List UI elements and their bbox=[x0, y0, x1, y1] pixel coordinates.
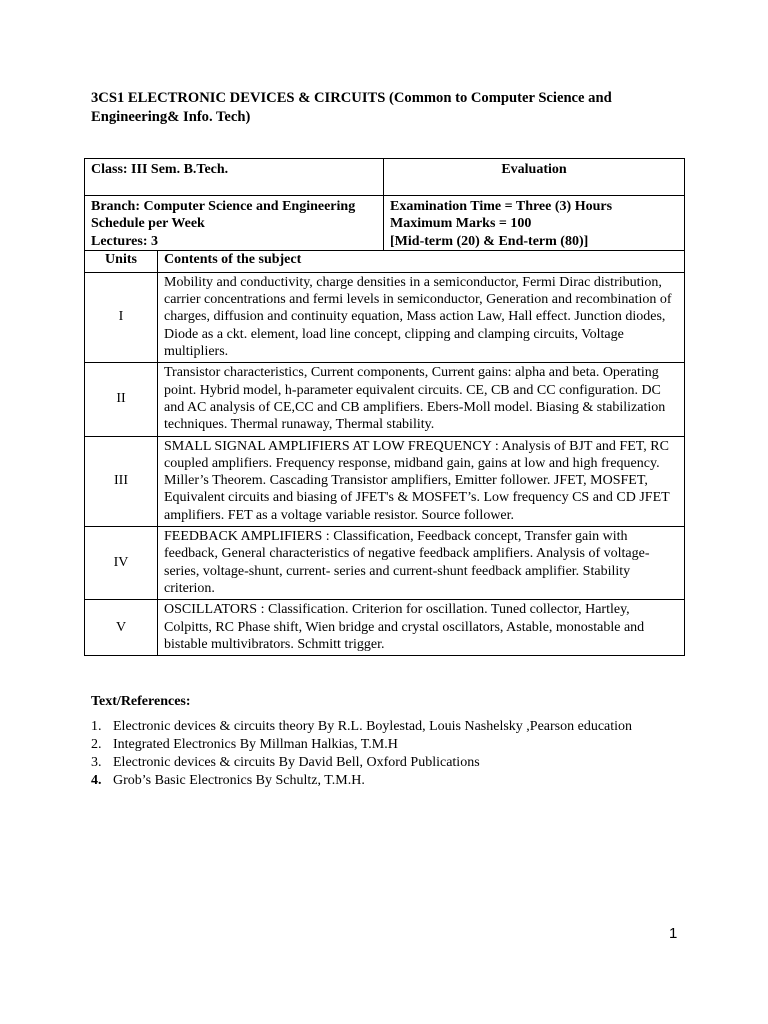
table-row-branch bbox=[85, 196, 685, 251]
unit-content: OSCILLATORS : Classification. Criterion for oscillation. Tuned collector, Hartley, Colpitts, RC Phase shift, Wien bridge and crystal oscillators, Astable, monostable and bistable multivibrators. Schmitt trigger. bbox=[158, 600, 685, 656]
max-marks-text: Maximum Marks = 100 bbox=[390, 216, 532, 232]
branch-text: Branch: Computer Science and Engineering bbox=[91, 199, 356, 214]
unit-number: IV bbox=[85, 527, 158, 600]
reference-text: Electronic devices & circuits theory By R.L. Boylestad, Louis Nashelsky ,Pearson education bbox=[113, 719, 633, 734]
unit-content: FEEDBACK AMPLIFIERS : Classification, Feedback concept, Transfer gain with feedback, General characteristics of negative feedback amplifiers. Analysis of voltage-series, voltage-shunt, current- series and current-shunt feedback amplifier. Stability criterion. bbox=[158, 527, 685, 600]
schedule-text: Schedule per Week bbox=[91, 216, 205, 232]
table-row-unit-3 bbox=[85, 436, 685, 526]
list-item bbox=[91, 772, 651, 790]
syllabus-table bbox=[84, 158, 685, 656]
unit-content: Transistor characteristics, Current components, Current gains: alpha and beta. Operating point. Hybrid model, h-parameter equivalent circuits. CE, CB and CC configuration. DC and AC analysis of CE,CC and CB amplifiers. Ebers-Moll model. Biasing & stabilization techniques. Thermal runaway, Thermal stability. bbox=[158, 363, 685, 436]
table-row-unit-2 bbox=[85, 363, 685, 436]
unit-content: Mobility and conductivity, charge densities in a semiconductor, Fermi Dirac distribution, carrier concentrations and fermi levels in semiconductor, Generation and recombination of charges, diffusion and continuity equation, Mass action Law, Hall effect. Junction diodes, Diode as a ckt. element, load line concept, clipping and clamping circuits, Voltage multipliers. bbox=[158, 272, 685, 362]
branch-cell bbox=[85, 196, 384, 251]
reference-number: 1. bbox=[91, 719, 102, 734]
class-cell: Class: III Sem. B.Tech. bbox=[85, 159, 384, 196]
table-row-class bbox=[85, 159, 685, 196]
list-item bbox=[91, 736, 651, 754]
references-list bbox=[91, 718, 651, 790]
exam-details-cell bbox=[384, 196, 685, 251]
page-number: 1 bbox=[669, 925, 678, 942]
list-item bbox=[91, 718, 651, 736]
unit-number: V bbox=[85, 600, 158, 656]
references-heading: Text/References: bbox=[91, 694, 191, 709]
lectures-text: Lectures: 3 bbox=[91, 233, 158, 249]
reference-text: Integrated Electronics By Millman Halkias, T.M.H bbox=[113, 737, 398, 752]
reference-number: 4. bbox=[91, 773, 102, 788]
reference-number: 2. bbox=[91, 737, 102, 752]
units-header: Units bbox=[85, 250, 158, 272]
contents-header: Contents of the subject bbox=[158, 250, 685, 272]
table-row-unit-4 bbox=[85, 527, 685, 600]
list-item bbox=[91, 754, 651, 772]
marks-split-text: [Mid-term (20) & End-term (80)] bbox=[390, 233, 589, 249]
reference-number: 3. bbox=[91, 755, 102, 770]
table-header-row bbox=[85, 250, 685, 272]
reference-text: Electronic devices & circuits By David Bell, Oxford Publications bbox=[113, 755, 480, 770]
unit-number: II bbox=[85, 363, 158, 436]
table-row-unit-1 bbox=[85, 272, 685, 362]
unit-number: I bbox=[85, 272, 158, 362]
unit-content: SMALL SIGNAL AMPLIFIERS AT LOW FREQUENCY : Analysis of BJT and FET, RC coupled amplifiers. Frequency response, midband gain, gains at low and high frequency. Miller’s Theorem. Cascading Transistor amplifiers, Emitter follower. JFET, MOSFET, Equivalent circuits and biasing of JFET's & MOSFET’s. Low frequency CS and CD JFET amplifiers. FET as a voltage variable resistor. Source follower. bbox=[158, 436, 685, 526]
unit-number: III bbox=[85, 436, 158, 526]
evaluation-cell: Evaluation bbox=[384, 159, 685, 196]
document-title: 3CS1 ELECTRONIC DEVICES & CIRCUITS (Common to Computer Science and Engineering& Info. Tech) bbox=[91, 90, 612, 125]
table-row-unit-5 bbox=[85, 600, 685, 656]
reference-text: Grob’s Basic Electronics By Schultz, T.M.H. bbox=[113, 773, 365, 788]
exam-time-text: Examination Time = Three (3) Hours bbox=[390, 199, 613, 214]
